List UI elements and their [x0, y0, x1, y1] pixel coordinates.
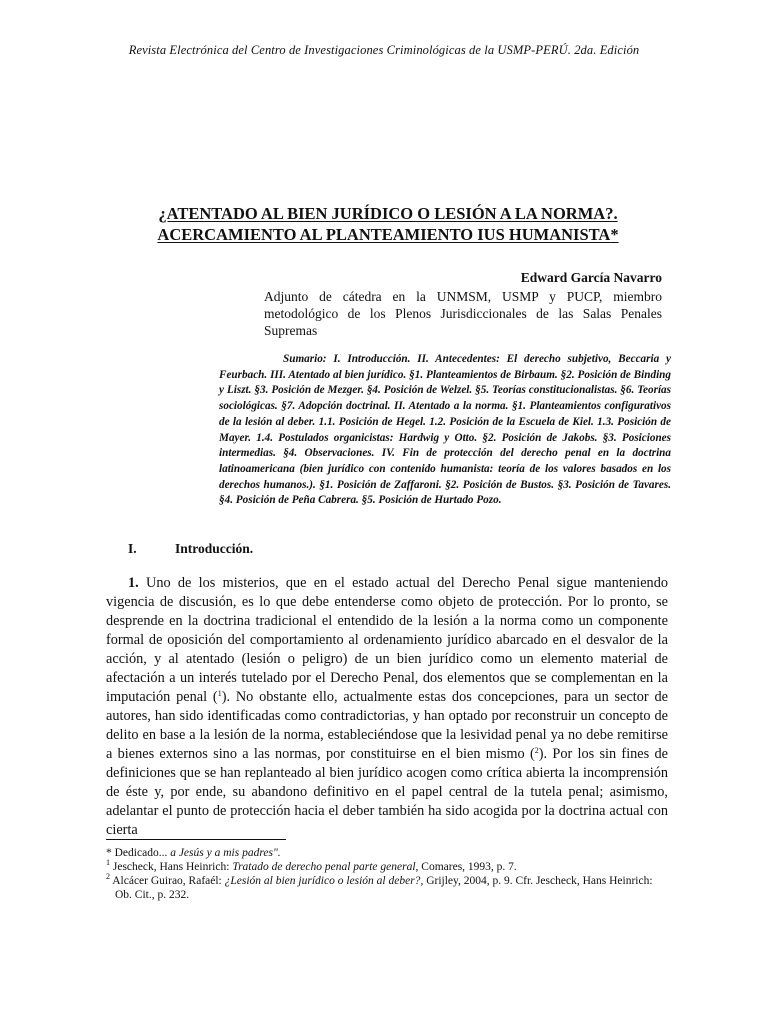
- footnote-2-work: ¿Lesión al bien jurídico o lesión al deber?: [224, 875, 421, 887]
- footnote-star-mark: *: [106, 847, 115, 859]
- footnote-2-mark: 2: [106, 872, 110, 881]
- author-name: Edward García Navarro: [520, 270, 662, 285]
- title-footnote-mark: *: [610, 225, 619, 244]
- footnote-ref-2[interactable]: 2: [534, 746, 539, 755]
- section-number: I.: [128, 541, 137, 556]
- footnote-2-author: Alcácer Guirao, Rafaél:: [110, 875, 225, 887]
- footnotes: [106, 846, 668, 902]
- section-heading: [128, 541, 253, 557]
- footnote-1-rest: , Comares, 1993, p. 7.: [415, 861, 517, 873]
- summary-block: [219, 352, 671, 509]
- footnote-ref-1[interactable]: 1: [217, 689, 222, 698]
- footnote-2-rest: , Grijley, 2004, p. 9. Cfr. Jescheck, Hans Heinrich: Ob. Cit., p. 232.: [115, 875, 653, 901]
- paragraph-text-1: Uno de los misterios, que en el estado actual del Derecho Penal sigue manteniendo vigencia de discusión, es lo que debe entenderse como objeto de protección. Por lo pronto, se desprende en la doctrina tradicional el entendido de la lesión a la norma como un componente formal de oposición del comportamiento al ordenamiento jurídico abarcado en el desvalor de la acción, y al atentado (lesión o peligro) de un bien jurídico como un elemento material de afectación a un interés tutelado por el Derecho Penal, dos elementos que se complementan en la imputación penal (: [106, 575, 668, 705]
- paragraph-text-2: ). No obstante ello, actualmente estas dos concepciones, para un sector de autores, han sido identificadas como contradictorias, y han optado por reconstruir un concepto de delito en base a la lesión de la norma, estableciéndose que la lesividad penal ya no debe remitirse a bienes externos sino a las normas, por constituirse en el bien mismo (: [106, 689, 668, 762]
- title-line-2: [108, 224, 668, 245]
- running-header: Revista Electrónica del Centro de Investigaciones Criminológicas de la USMP-PERÚ. 2da. Edición: [128, 43, 640, 57]
- summary-text: Sumario: I. Introducción. II. Antecedentes: El derecho subjetivo, Beccaria y Feurbach. III. Atentado al bien jurídico. §1. Planteamientos de Birbaum. §2. Posición de Binding y Liszt. §3. Posición de Mezger. §4. Posición de Welzel. §5. Teorías constitucionalistas. §6. Teorías sociológicas. §7. Adopción doctrinal. II. Atentado a la norma. §1. Planteamientos configurativos de la lesión al deber. 1.1. Posición de Hegel. 1.2. Posición de la Escuela de Kiel. 1.3. Posición de Mayer. 1.4. Postulados organicistas: Hardwig y Otto. §2. Posición de Jakobs. §3. Posiciones intermedias. §4. Observaciones. IV. Fin de protección del derecho penal en la doctrina latinoamericana (bien jurídico con contenido humanista: teoría de los valores basados en los derechos humanos.). §1. Posición de Zaffaroni. §2. Posición de Bustos. §3. Posición de Tavares. §4. Posición de Peña Cabrera. §5. Posición de Hurtado Pozo.: [219, 353, 671, 507]
- body-paragraph: [106, 574, 668, 840]
- title-line-2-text: ACERCAMIENTO AL PLANTEAMIENTO IUS HUMANISTA: [157, 225, 611, 244]
- title-line-1: ¿ATENTADO AL BIEN JURÍDICO O LESIÓN A LA NORMA?.: [158, 204, 618, 223]
- footnote-1-author: Jescheck, Hans Heinrich:: [110, 861, 233, 873]
- footnote-2: [106, 874, 668, 902]
- article-title: [108, 203, 668, 245]
- author-affiliation: Adjunto de cátedra en la UNMSM, USMP y PUCP, miembro metodológico de los Plenos Jurisdiccionales de las Salas Penales Supremas: [264, 289, 662, 338]
- footnote-divider: [106, 839, 286, 840]
- footnote-star-italic: a Jesús y a mis padres".: [170, 847, 281, 859]
- footnote-star-text: Dedicado...: [114, 847, 171, 859]
- footnote-1-work: Tratado de derecho penal parte general: [232, 861, 416, 873]
- paragraph-text-3: ). Por los sin fines de definiciones que se han replanteado al bien jurídico acogen como crítica abierta la incomprensión de éste y, por ende, su abandono definitivo en el papel central de la tutela penal; asimismo, adelantar el punto de protección hacia el deber también ha sido acogida por la doctrina actual con cierta: [106, 746, 668, 838]
- footnote-dedication: [106, 846, 668, 860]
- section-title: Introducción.: [175, 541, 254, 556]
- footnote-1-mark: 1: [106, 858, 110, 867]
- paragraph-number: 1.: [128, 575, 139, 591]
- footnote-1: [106, 860, 668, 874]
